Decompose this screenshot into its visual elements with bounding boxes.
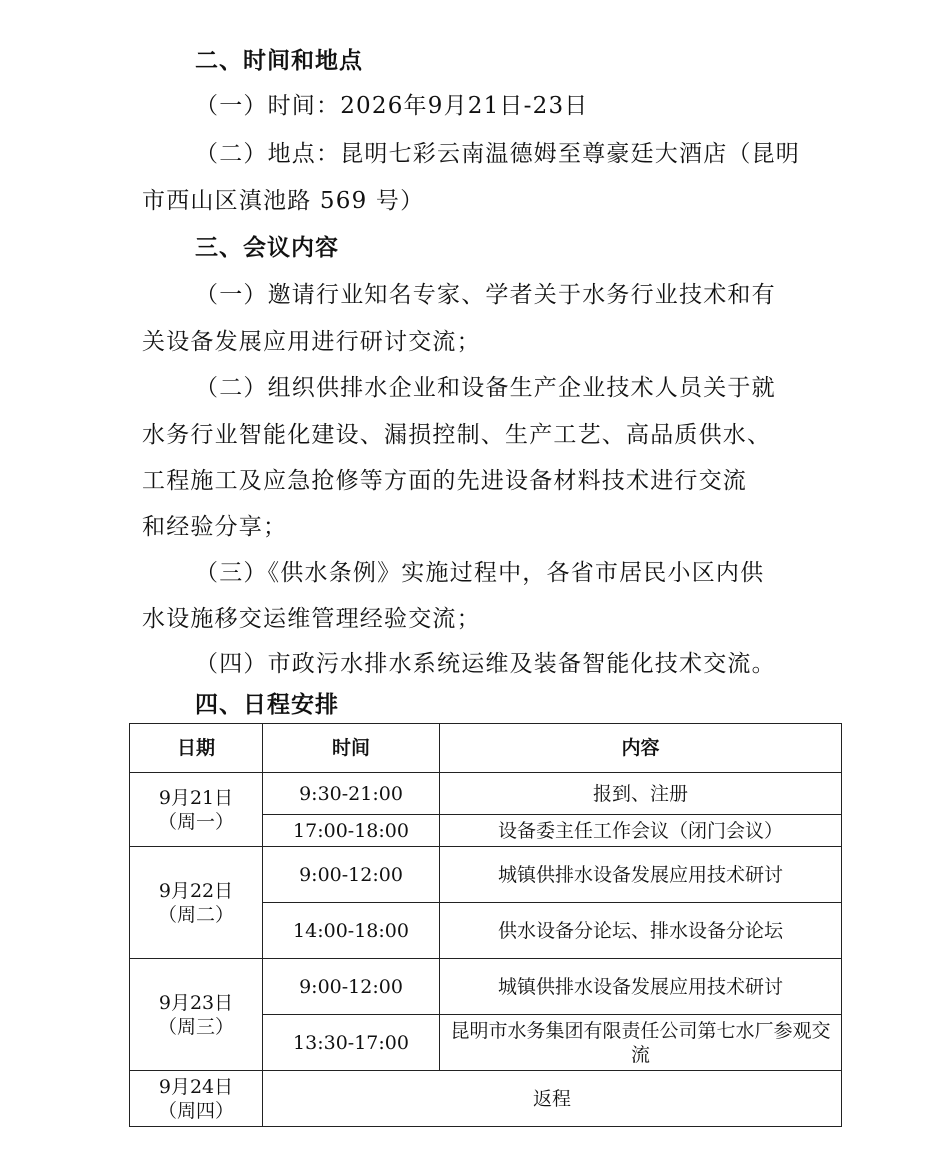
- table-row: [130, 847, 842, 903]
- section-2-title: 二、时间和地点: [195, 48, 363, 74]
- table-row: [130, 1071, 842, 1127]
- schedule-table: [129, 723, 842, 1127]
- content-item-2-line-4: 和经验分享；: [142, 514, 288, 540]
- date-cell: [130, 1071, 263, 1127]
- section-3-title: 三、会议内容: [195, 235, 339, 261]
- weekday-label: （周三）: [157, 1015, 234, 1038]
- time-cell: 9:00-12:00: [263, 959, 440, 1015]
- time-cell: 9:00-12:00: [263, 847, 440, 903]
- content-item-4-line-1: （四）市政污水排水系统运维及装备智能化技术交流。: [195, 651, 776, 677]
- meeting-place-line-2: 市西山区滇池路 569 号）: [142, 188, 425, 214]
- time-cell: 13:30-17:00: [263, 1015, 440, 1071]
- content-cell: 供水设备分论坛、排水设备分论坛: [440, 903, 842, 959]
- content-item-1-line-1: （一）邀请行业知名专家、学者关于水务行业技术和有: [195, 282, 776, 308]
- content-item-2-line-2: 水务行业智能化建设、漏损控制、生产工艺、高品质供水、: [142, 422, 772, 448]
- weekday-label: （周四）: [157, 1099, 234, 1122]
- weekday-label: （周二）: [157, 903, 234, 926]
- content-item-2-line-3: 工程施工及应急抢修等方面的先进设备材料技术进行交流: [142, 468, 747, 494]
- table-header-row: [130, 724, 842, 773]
- content-cell: 返程: [263, 1071, 842, 1127]
- date-cell: [130, 847, 263, 959]
- time-cell: 17:00-18:00: [263, 815, 440, 847]
- header-content: 内容: [440, 724, 842, 773]
- date-label: 9月22日: [158, 879, 234, 902]
- time-cell: 14:00-18:00: [263, 903, 440, 959]
- table-row: [130, 773, 842, 815]
- header-time: 时间: [263, 724, 440, 773]
- date-cell: [130, 959, 263, 1071]
- content-item-2-line-1: （二）组织供排水企业和设备生产企业技术人员关于就: [195, 375, 776, 401]
- meeting-place-line-1: （二）地点：昆明七彩云南温德姆至尊豪廷大酒店（昆明: [195, 141, 800, 167]
- date-label: 9月24日: [158, 1075, 234, 1098]
- date-cell: [130, 773, 263, 847]
- date-label: 9月21日: [158, 786, 234, 809]
- date-label: 9月23日: [158, 991, 234, 1014]
- table-row: [130, 959, 842, 1015]
- content-cell: 设备委主任工作会议（闭门会议）: [440, 815, 842, 847]
- time-cell: 9:30-21:00: [263, 773, 440, 815]
- content-item-1-line-2: 关设备发展应用进行研讨交流；: [142, 329, 481, 355]
- content-cell: 昆明市水务集团有限责任公司第七水厂参观交流: [440, 1015, 842, 1071]
- content-cell: 报到、注册: [440, 773, 842, 815]
- content-item-3-line-2: 水设施移交运维管理经验交流；: [142, 606, 481, 632]
- section-4-title: 四、日程安排: [195, 692, 339, 718]
- content-item-3-line-1: （三）《供水条例》实施过程中，各省市居民小区内供: [195, 560, 765, 586]
- meeting-time: （一）时间：2026年9月21日-23日: [195, 93, 589, 119]
- content-cell: 城镇供排水设备发展应用技术研讨: [440, 847, 842, 903]
- header-date: 日期: [130, 724, 263, 773]
- weekday-label: （周一）: [157, 810, 234, 833]
- content-cell: 城镇供排水设备发展应用技术研讨: [440, 959, 842, 1015]
